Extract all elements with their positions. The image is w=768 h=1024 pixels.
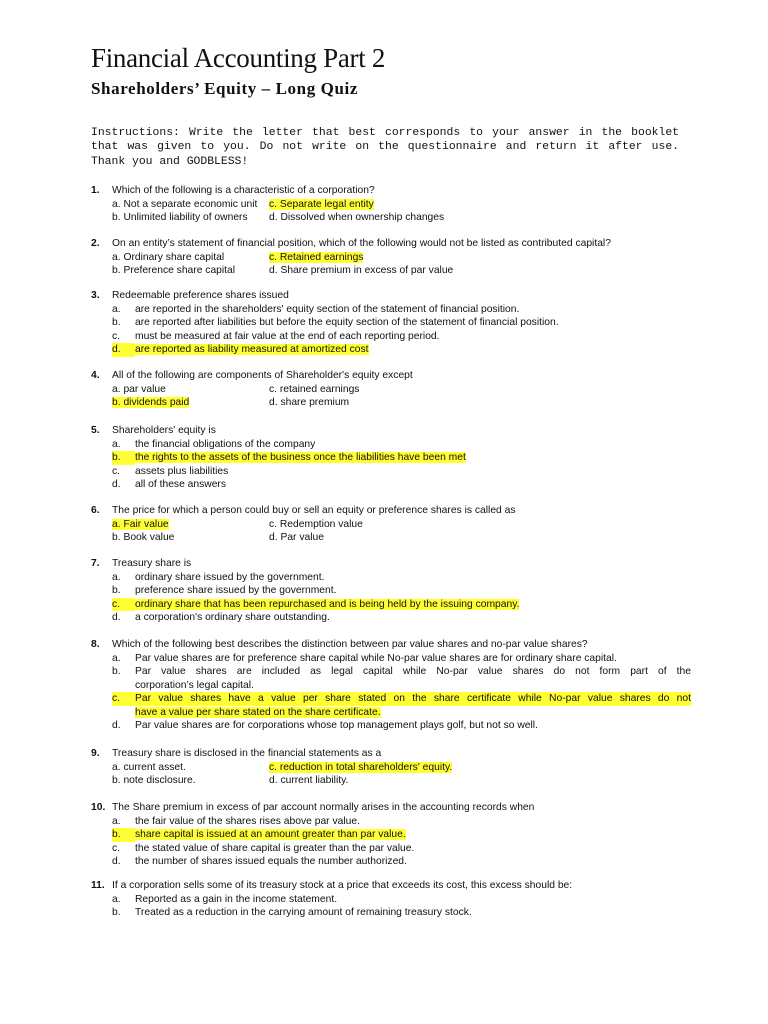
question-stem: Which of the following best describes the distinction between par value shares and no-par value shares? — [112, 639, 588, 650]
option-d: Par value shares are for corporations whose top management plays golf, but not so well. — [135, 720, 538, 731]
question-10 — [91, 801, 691, 869]
question-stem: Treasury share is disclosed in the financial statements as a — [112, 748, 382, 759]
question-stem: Redeemable preference shares issued — [112, 290, 289, 301]
question-number: 9. — [91, 748, 100, 759]
option-a: a. current asset. — [112, 761, 186, 773]
instructions: Instructions: Write the letter that best corresponds to your answer in the booklet that was given to you. Do not write on the questionnaire and return it after use. Thank you and GODBLESS! — [91, 127, 679, 168]
option-letter: b. — [112, 585, 121, 596]
option-a: a. Ordinary share capital — [112, 251, 225, 263]
question-number: 6. — [91, 505, 100, 516]
option-a: are reported in the shareholders' equity section of the statement of financial position. — [135, 303, 520, 315]
option-d: d. current liability. — [269, 775, 349, 786]
option-a: a. Not a separate economic unit — [112, 198, 258, 210]
option-d: d. Share premium in excess of par value — [269, 265, 454, 276]
option-c: must be measured at fair value at the end of each reporting period. — [135, 330, 440, 342]
document-title: Financial Accounting Part 2 — [91, 43, 386, 73]
option-a: a. par value — [112, 383, 166, 395]
option-d: d. share premium — [269, 397, 350, 408]
question-6 — [91, 504, 691, 545]
option-letter: d. — [112, 343, 135, 357]
option-b: preference share issued by the government. — [135, 585, 337, 596]
question-9 — [91, 747, 691, 788]
option-d-answer: are reported as liability measured at amortized cost — [135, 344, 369, 355]
option-letter: c. — [112, 692, 135, 706]
option-letter: d. — [112, 720, 121, 731]
option-letter: a. — [112, 652, 121, 664]
option-letter: a. — [112, 815, 121, 827]
question-stem: Shareholders' equity is — [112, 425, 216, 436]
question-number: 2. — [91, 238, 100, 249]
question-3 — [91, 289, 691, 357]
option-a: the fair value of the shares rises above par value. — [135, 815, 360, 827]
question-1 — [91, 184, 691, 225]
option-a: ordinary share issued by the government. — [135, 571, 325, 583]
option-letter: b. — [112, 451, 135, 465]
option-b: b. note disclosure. — [112, 775, 196, 786]
option-letter: c. — [112, 842, 121, 854]
question-stem: If a corporation sells some of its treasury stock at a price that exceeds its cost, this excess should be: — [112, 880, 573, 891]
option-b: Treated as a reduction in the carrying amount of remaining treasury stock. — [135, 907, 472, 918]
question-number: 7. — [91, 558, 100, 569]
option-c-answer: ordinary share that has been repurchased and is being held by the issuing company. — [135, 598, 520, 610]
question-stem: Treasury share is — [112, 558, 192, 569]
option-b: are reported after liabilities but before the equity section of the statement of financial position. — [135, 317, 559, 328]
option-c-answer: c. reduction in total shareholders' equity. — [269, 761, 453, 773]
question-stem: On an entity’s statement of financial position, which of the following would not be listed as contributed capital? — [112, 238, 611, 249]
option-letter: b. — [112, 317, 121, 328]
question-8 — [91, 638, 691, 733]
option-c: c. Redemption value — [269, 518, 363, 530]
option-b: b. Book value — [112, 532, 175, 543]
option-letter: a. — [112, 438, 121, 450]
question-11 — [91, 879, 691, 920]
option-letter: b. — [112, 907, 121, 918]
option-a-answer: a. Fair value — [112, 518, 169, 530]
question-number: 1. — [91, 185, 100, 196]
option-d: d. Par value — [269, 532, 324, 543]
question-number: 5. — [91, 425, 100, 436]
option-letter: c. — [112, 465, 121, 477]
question-stem: All of the following are components of Shareholder's equity except — [112, 370, 413, 381]
option-d: the number of shares issued equals the number authorized. — [135, 856, 407, 867]
question-5 — [91, 424, 691, 492]
option-letter: a. — [112, 893, 121, 905]
option-c: the stated value of share capital is greater than the par value. — [135, 842, 415, 854]
document-subtitle: Shareholders’ Equity – Long Quiz — [91, 79, 359, 98]
option-letter: b. — [112, 666, 121, 677]
option-letter: d. — [112, 612, 121, 623]
option-letter: c. — [112, 330, 121, 342]
option-letter: a. — [112, 571, 121, 583]
option-letter: d. — [112, 856, 121, 867]
question-7 — [91, 557, 691, 625]
option-c-answer-line-2: have a value per share stated on the share certificate. — [135, 706, 381, 718]
option-b-line-1: Par value shares are included as legal capital while No-par value shares do not form part of the — [135, 666, 691, 677]
question-stem: The price for which a person could buy or sell an equity or preference shares is called as — [112, 505, 516, 516]
option-c: c. retained earnings — [269, 383, 360, 395]
question-stem: The Share premium in excess of par account normally arises in the accounting records when — [112, 802, 535, 813]
option-c: assets plus liabilities — [135, 465, 229, 477]
option-b-line-2: corporation’s legal capital. — [135, 679, 254, 691]
option-a: Par value shares are for preference share capital while No-par value shares are for ordinary share capital. — [135, 652, 617, 664]
question-2 — [91, 237, 691, 278]
question-number: 11. — [91, 880, 105, 891]
question-number: 3. — [91, 290, 100, 301]
option-c-answer-line-1: Par value shares have a value per share stated on the share certificate while No-par value shares do not — [135, 693, 691, 704]
question-number: 4. — [91, 370, 100, 381]
option-letter: c. — [112, 598, 135, 612]
question-number: 8. — [91, 639, 100, 650]
option-letter: b. — [112, 828, 135, 842]
question-4 — [91, 369, 691, 410]
option-d: a corporation's ordinary share outstanding. — [135, 612, 330, 623]
option-c-answer: c. Retained earnings — [269, 251, 364, 263]
option-c-answer: c. Separate legal entity — [269, 198, 374, 210]
question-number: 10. — [91, 802, 106, 813]
option-b-answer: the rights to the assets of the business once the liabilities have been met — [135, 452, 466, 463]
option-a: Reported as a gain in the income statement. — [135, 893, 338, 905]
option-letter: d. — [112, 479, 121, 490]
option-d: all of these answers — [135, 479, 227, 490]
option-a: the financial obligations of the company — [135, 438, 316, 450]
option-letter: a. — [112, 303, 121, 315]
option-b-answer: share capital is issued at an amount greater than par value. — [135, 829, 406, 840]
option-d: d. Dissolved when ownership changes — [269, 212, 445, 223]
option-b-answer: b. dividends paid — [112, 397, 190, 408]
option-b: b. Preference share capital — [112, 265, 236, 276]
option-b: b. Unlimited liability of owners — [112, 212, 248, 223]
question-stem: Which of the following is a characteristic of a corporation? — [112, 185, 375, 196]
